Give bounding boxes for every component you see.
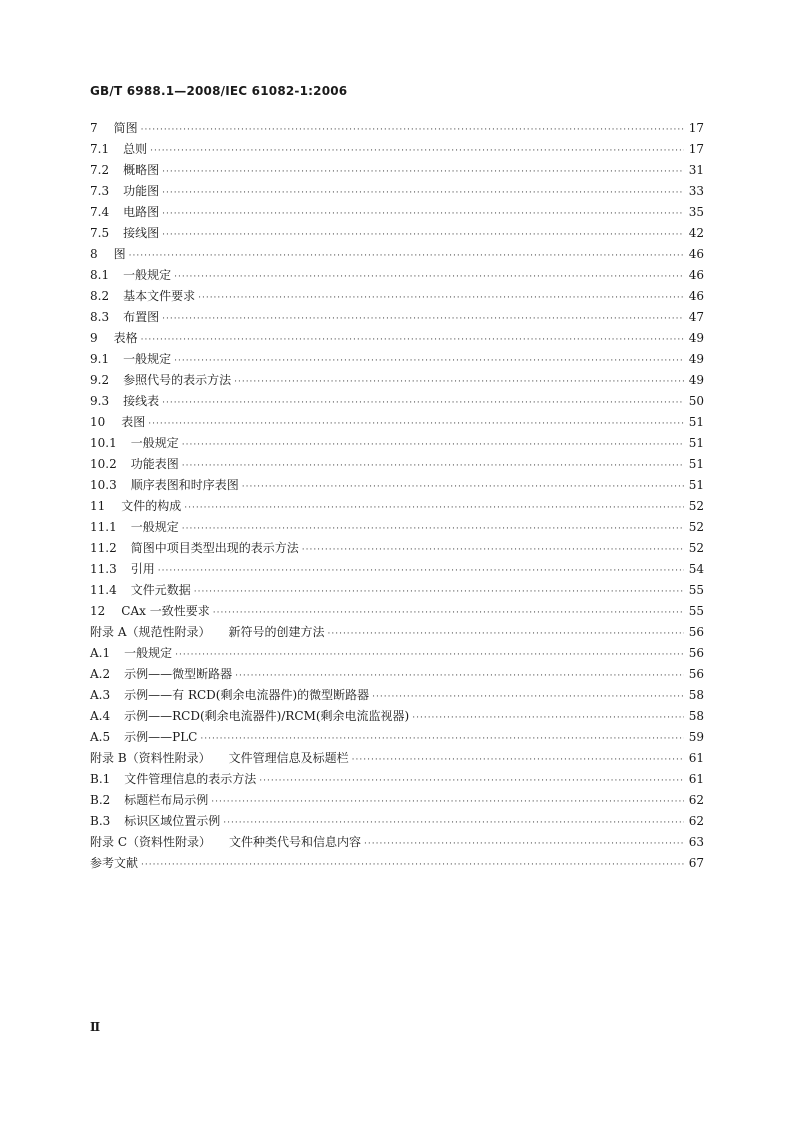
toc-entry-page: 17 [688,142,704,156]
toc-entry-number: 8.1 [90,268,110,282]
toc-entry-page: 61 [688,751,704,765]
toc-entry-title: 简图 [113,121,138,135]
toc-entry[interactable] [90,601,704,622]
toc-entry[interactable] [90,286,704,307]
toc-leader-dots [162,162,684,183]
toc-entry-page: 42 [688,226,704,240]
toc-entry-page: 61 [688,772,704,786]
toc-entry[interactable] [90,412,704,433]
toc-entry-page: 47 [688,310,704,324]
toc-entry-title: 参考文献 [90,856,139,870]
toc-entry-number: 附录 B（资料性附录） [90,751,211,765]
toc-entry[interactable] [90,328,704,349]
toc-entry-title: 简图中项目类型出现的表示方法 [130,541,299,555]
toc-entry[interactable] [90,370,704,391]
toc-entry-title: 顺序表图和时序表图 [130,478,239,492]
toc-entry[interactable] [90,706,704,727]
toc-entry-number: A.4 [90,709,111,723]
toc-entry-page: 31 [688,163,704,177]
toc-entry-title: 文件元数据 [130,583,191,597]
toc-entry-page: 58 [688,688,704,702]
toc-leader-dots [175,645,684,666]
toc-entry-number: B.3 [90,814,111,828]
toc-entry-page: 58 [688,709,704,723]
toc-entry-page: 51 [688,415,704,429]
toc-entry-title: 新符号的创建方法 [228,625,325,639]
toc-entry-title: 一般规定 [130,436,179,450]
toc-entry-page: 46 [688,289,704,303]
toc-leader-dots [182,435,684,456]
toc-leader-dots [141,330,684,351]
toc-entry[interactable] [90,139,704,160]
toc-leader-dots [302,540,684,561]
toc-entry-title: 示例——微型断路器 [124,667,233,681]
toc-entry-number: 8.2 [90,289,110,303]
toc-entry-page: 49 [688,373,704,387]
toc-entry-title: 一般规定 [124,646,173,660]
toc-entry-title: CAx 一致性要求 [121,604,210,618]
toc-entry-number: A.3 [90,688,111,702]
toc-entry-page: 52 [688,541,704,555]
toc-entry-number: 7.4 [90,205,110,219]
toc-entry-number: 8 [90,247,98,261]
toc-entry[interactable] [90,727,704,748]
toc-leader-dots [174,267,684,288]
toc-entry-title: 参照代号的表示方法 [123,373,232,387]
toc-entry-page: 50 [688,394,704,408]
toc-leader-dots [129,246,684,267]
toc-leader-dots [223,813,684,834]
toc-entry-page: 51 [688,478,704,492]
document-standard-header: GB/T 6988.1—2008/IEC 61082-1:2006 [90,84,348,98]
toc-leader-dots [364,834,684,855]
toc-entry[interactable] [90,244,704,265]
toc-leader-dots [148,414,684,435]
toc-entry-title: 功能表图 [130,457,179,471]
toc-entry-page: 54 [688,562,704,576]
toc-leader-dots [162,183,684,204]
toc-entry-number: 8.3 [90,310,110,324]
toc-entry-number: 10 [90,415,106,429]
toc-entry[interactable] [90,223,704,244]
toc-entry-title: 文件管理信息的表示方法 [124,772,257,786]
toc-entry[interactable] [90,748,704,769]
toc-entry[interactable] [90,643,704,664]
toc-leader-dots [412,708,684,729]
toc-entry-title: 文件的构成 [121,499,182,513]
toc-entry-number: A.2 [90,667,111,681]
toc-entry-number: 9 [90,331,98,345]
toc-entry-title: 示例——RCD(剩余电流器件)/RCM(剩余电流监视器) [124,709,410,723]
toc-entry[interactable] [90,580,704,601]
toc-entry-number: 11.4 [90,583,117,597]
toc-entry-page: 56 [688,625,704,639]
toc-entry-number: A.1 [90,646,111,660]
toc-entry-number: 11 [90,499,106,513]
toc-entry-title: 示例——有 RCD(剩余电流器件)的微型断路器 [124,688,370,702]
toc-leader-dots [352,750,684,771]
toc-entry-page: 33 [688,184,704,198]
toc-entry-number: 9.2 [90,373,110,387]
toc-entry[interactable] [90,517,704,538]
toc-entry[interactable] [90,454,704,475]
toc-leader-dots [194,582,684,603]
toc-entry[interactable] [90,790,704,811]
toc-entry-number: 10.3 [90,478,117,492]
toc-entry-number: 12 [90,604,106,618]
toc-entry-page: 52 [688,499,704,513]
toc-entry-title: 功能图 [123,184,160,198]
toc-leader-dots [234,372,684,393]
toc-entry[interactable] [90,853,704,874]
toc-leader-dots [182,456,684,477]
toc-entry[interactable] [90,496,704,517]
toc-entry-title: 图 [113,247,126,261]
toc-entry-title: 接线表 [123,394,160,408]
toc-entry[interactable] [90,391,704,412]
toc-entry-title: 一般规定 [123,352,172,366]
toc-leader-dots [328,624,685,645]
toc-entry-title: 电路图 [123,205,160,219]
toc-entry-page: 51 [688,436,704,450]
toc-entry-page: 56 [688,667,704,681]
toc-entry-number: 9.3 [90,394,110,408]
toc-entry-title: 布置图 [123,310,160,324]
toc-entry[interactable] [90,538,704,559]
toc-entry-number: A.5 [90,730,111,744]
toc-entry-page: 59 [688,730,704,744]
table-of-contents [90,118,704,874]
toc-entry-title: 一般规定 [123,268,172,282]
toc-leader-dots [174,351,684,372]
toc-leader-dots [158,561,684,582]
toc-entry-page: 46 [688,268,704,282]
toc-entry[interactable] [90,349,704,370]
toc-entry-title: 引用 [130,562,155,576]
toc-leader-dots [200,729,684,750]
toc-entry[interactable] [90,559,704,580]
toc-entry[interactable] [90,307,704,328]
toc-entry-number: 附录 C（资料性附录） [90,835,211,849]
toc-entry-page: 35 [688,205,704,219]
toc-entry-title: 概略图 [123,163,160,177]
toc-leader-dots [141,120,684,141]
toc-entry-page: 67 [688,856,704,870]
toc-entry-page: 62 [688,793,704,807]
toc-entry-number: 11.3 [90,562,117,576]
toc-entry[interactable] [90,685,704,706]
toc-entry[interactable] [90,664,704,685]
toc-leader-dots [372,687,684,708]
toc-entry-page: 46 [688,247,704,261]
toc-entry-title: 接线图 [123,226,160,240]
toc-entry[interactable] [90,622,704,643]
toc-entry-number: 7 [90,121,98,135]
toc-entry-number: B.1 [90,772,111,786]
toc-entry-number: 10.1 [90,436,117,450]
toc-entry-page: 17 [688,121,704,135]
toc-entry[interactable] [90,475,704,496]
toc-entry-number: 11.1 [90,520,117,534]
toc-entry[interactable] [90,433,704,454]
toc-entry-number: B.2 [90,793,111,807]
toc-entry-page: 51 [688,457,704,471]
toc-entry-number: 7.1 [90,142,110,156]
toc-leader-dots [198,288,684,309]
toc-leader-dots [213,603,684,624]
toc-entry-title: 示例——PLC [124,730,198,744]
toc-entry-page: 63 [688,835,704,849]
toc-entry-number: 11.2 [90,541,117,555]
toc-entry[interactable] [90,832,704,853]
toc-entry-page: 62 [688,814,704,828]
toc-entry-title: 基本文件要求 [123,289,196,303]
toc-leader-dots [150,141,684,162]
toc-leader-dots [162,393,684,414]
toc-entry-title: 总则 [123,142,148,156]
toc-leader-dots [184,498,684,519]
toc-leader-dots [162,225,684,246]
toc-entry[interactable] [90,769,704,790]
toc-entry-number: 10.2 [90,457,117,471]
toc-entry-page: 55 [688,583,704,597]
toc-entry-number: 9.1 [90,352,110,366]
toc-leader-dots [211,792,684,813]
toc-entry[interactable] [90,811,704,832]
toc-entry-title: 表格 [113,331,138,345]
toc-entry[interactable] [90,181,704,202]
toc-leader-dots [162,204,684,225]
toc-leader-dots [182,519,684,540]
toc-entry[interactable] [90,160,704,181]
toc-entry-page: 49 [688,352,704,366]
toc-entry-number: 7.2 [90,163,110,177]
toc-entry-number: 7.3 [90,184,110,198]
toc-leader-dots [242,477,684,498]
toc-entry-page: 55 [688,604,704,618]
toc-entry-number: 附录 A（规范性附录） [90,625,211,639]
toc-leader-dots [141,855,684,876]
toc-entry-number: 7.5 [90,226,110,240]
toc-entry-title: 表图 [121,415,146,429]
toc-entry-title: 文件种类代号和信息内容 [229,835,362,849]
toc-entry-title: 标题栏布局示例 [124,793,209,807]
toc-leader-dots [235,666,684,687]
toc-leader-dots [259,771,684,792]
toc-entry-page: 49 [688,331,704,345]
toc-entry[interactable] [90,265,704,286]
toc-entry[interactable] [90,202,704,223]
toc-entry-page: 56 [688,646,704,660]
page-number-roman: Ⅱ [90,1020,101,1034]
toc-entry-title: 一般规定 [130,520,179,534]
toc-entry-title: 文件管理信息及标题栏 [228,751,349,765]
toc-entry-page: 52 [688,520,704,534]
toc-entry[interactable] [90,118,704,139]
toc-leader-dots [162,309,684,330]
toc-entry-title: 标识区域位置示例 [124,814,221,828]
